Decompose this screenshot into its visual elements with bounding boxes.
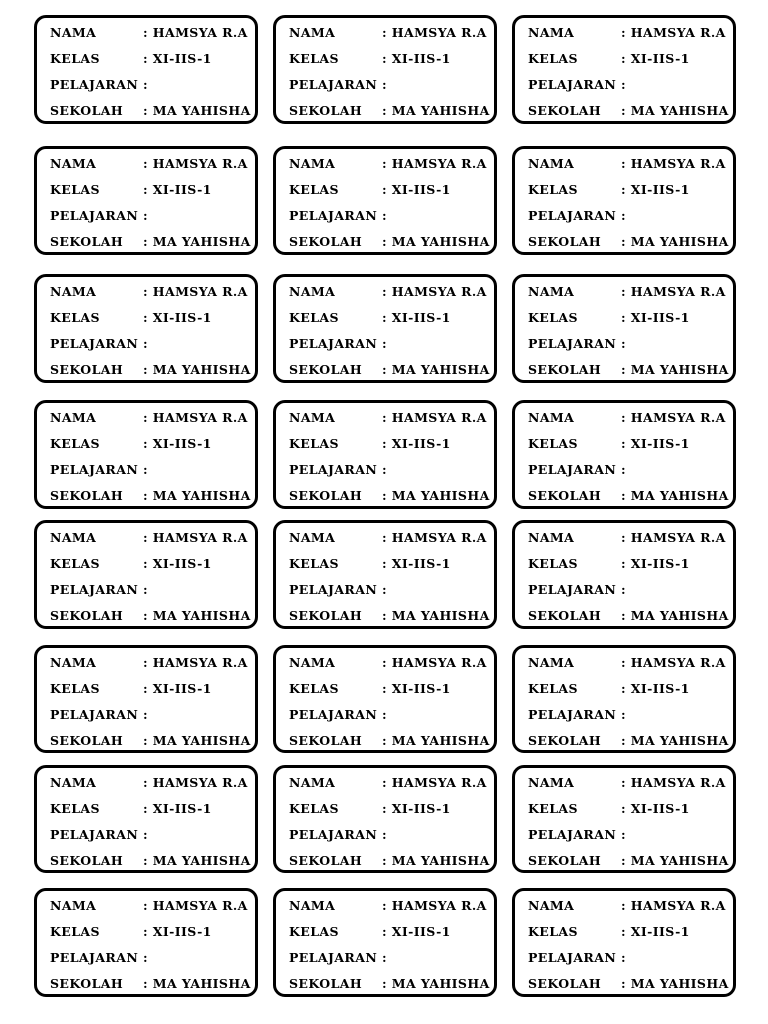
field-name: SEKOLAH (289, 488, 363, 503)
field-value: : (143, 707, 149, 722)
field-value: : MA YAHISHA (621, 103, 729, 118)
field-value: : (621, 462, 627, 477)
field-name: PELAJARAN (50, 582, 139, 597)
field-name: KELAS (528, 51, 578, 66)
field-value: : (143, 582, 149, 597)
field-name: SEKOLAH (528, 976, 602, 991)
field-name: PELAJARAN (528, 462, 617, 477)
field-value: : (382, 582, 388, 597)
field-name: KELAS (289, 182, 339, 197)
field-name: PELAJARAN (289, 827, 378, 842)
field-name: SEKOLAH (528, 853, 602, 868)
field-name: SEKOLAH (528, 608, 602, 623)
field-value: : XI-IIS-1 (382, 556, 451, 571)
name-label-card (273, 274, 497, 383)
field-name: KELAS (528, 924, 578, 939)
field-name: PELAJARAN (50, 707, 139, 722)
field-value: : MA YAHISHA (382, 362, 490, 377)
field-value: : MA YAHISHA (621, 234, 729, 249)
field-name: KELAS (289, 51, 339, 66)
field-value: : (621, 950, 627, 965)
field-value: : HAMSYA R.A (621, 25, 726, 40)
field-value: : (143, 827, 149, 842)
field-value: : (621, 827, 627, 842)
field-name: KELAS (528, 310, 578, 325)
field-name: NAMA (50, 530, 97, 545)
name-label-card (273, 765, 497, 873)
field-value: : HAMSYA R.A (382, 156, 487, 171)
field-value: : XI-IIS-1 (382, 924, 451, 939)
field-value: : HAMSYA R.A (382, 530, 487, 545)
field-name: SEKOLAH (289, 733, 363, 748)
field-name: NAMA (289, 655, 336, 670)
field-value: : HAMSYA R.A (382, 410, 487, 425)
field-name: NAMA (50, 775, 97, 790)
field-name: PELAJARAN (50, 827, 139, 842)
field-name: PELAJARAN (528, 336, 617, 351)
field-value: : HAMSYA R.A (621, 655, 726, 670)
name-label-card (273, 15, 497, 124)
field-value: : XI-IIS-1 (382, 182, 451, 197)
field-name: KELAS (50, 436, 100, 451)
field-value: : (621, 208, 627, 223)
field-value: : MA YAHISHA (621, 488, 729, 503)
field-value: : XI-IIS-1 (621, 801, 690, 816)
field-name: SEKOLAH (528, 733, 602, 748)
field-name: NAMA (528, 25, 575, 40)
field-value: : (143, 950, 149, 965)
field-value: : MA YAHISHA (143, 103, 251, 118)
field-value: : HAMSYA R.A (621, 410, 726, 425)
field-value: : XI-IIS-1 (621, 556, 690, 571)
name-label-card (34, 645, 258, 753)
field-name: NAMA (50, 156, 97, 171)
field-name: KELAS (289, 801, 339, 816)
field-name: NAMA (50, 898, 97, 913)
field-value: : (621, 336, 627, 351)
field-name: PELAJARAN (528, 582, 617, 597)
field-value: : MA YAHISHA (382, 103, 490, 118)
field-name: PELAJARAN (289, 208, 378, 223)
field-value: : HAMSYA R.A (143, 25, 248, 40)
field-name: SEKOLAH (50, 608, 124, 623)
name-label-card (34, 765, 258, 873)
field-value: : HAMSYA R.A (143, 898, 248, 913)
field-value: : MA YAHISHA (143, 488, 251, 503)
field-name: NAMA (528, 284, 575, 299)
name-label-card (512, 400, 736, 509)
field-value: : XI-IIS-1 (143, 801, 212, 816)
field-value: : XI-IIS-1 (621, 436, 690, 451)
field-name: NAMA (289, 898, 336, 913)
field-value: : (382, 950, 388, 965)
name-label-card (34, 274, 258, 383)
field-name: KELAS (50, 182, 100, 197)
field-name: SEKOLAH (50, 733, 124, 748)
field-value: : MA YAHISHA (143, 234, 251, 249)
field-value: : (382, 208, 388, 223)
field-value: : (621, 707, 627, 722)
field-name: NAMA (289, 156, 336, 171)
field-name: PELAJARAN (289, 707, 378, 722)
field-name: PELAJARAN (289, 582, 378, 597)
field-value: : XI-IIS-1 (143, 51, 212, 66)
field-value: : HAMSYA R.A (143, 284, 248, 299)
field-name: PELAJARAN (50, 950, 139, 965)
field-name: SEKOLAH (528, 488, 602, 503)
field-value: : XI-IIS-1 (382, 310, 451, 325)
name-label-card (512, 520, 736, 629)
field-name: KELAS (528, 681, 578, 696)
field-value: : HAMSYA R.A (621, 530, 726, 545)
field-value: : XI-IIS-1 (621, 310, 690, 325)
field-value: : HAMSYA R.A (621, 775, 726, 790)
name-label-card (512, 645, 736, 753)
field-value: : XI-IIS-1 (382, 51, 451, 66)
name-label-card (512, 146, 736, 255)
field-name: PELAJARAN (289, 462, 378, 477)
field-name: SEKOLAH (289, 234, 363, 249)
field-value: : (382, 462, 388, 477)
field-name: PELAJARAN (50, 462, 139, 477)
field-value: : XI-IIS-1 (143, 556, 212, 571)
name-label-card (34, 520, 258, 629)
field-value: : (382, 707, 388, 722)
field-name: SEKOLAH (289, 608, 363, 623)
field-value: : HAMSYA R.A (382, 655, 487, 670)
field-value: : MA YAHISHA (143, 853, 251, 868)
name-label-card (273, 888, 497, 997)
field-value: : MA YAHISHA (382, 733, 490, 748)
field-name: KELAS (289, 556, 339, 571)
field-name: PELAJARAN (50, 77, 139, 92)
field-value: : MA YAHISHA (143, 733, 251, 748)
name-label-card (34, 400, 258, 509)
field-name: KELAS (50, 924, 100, 939)
field-value: : MA YAHISHA (143, 362, 251, 377)
field-value: : XI-IIS-1 (143, 681, 212, 696)
field-value: : MA YAHISHA (382, 488, 490, 503)
field-value: : HAMSYA R.A (621, 898, 726, 913)
field-name: PELAJARAN (528, 208, 617, 223)
field-name: NAMA (528, 655, 575, 670)
name-label-card (512, 274, 736, 383)
field-name: PELAJARAN (528, 707, 617, 722)
field-name: KELAS (50, 556, 100, 571)
field-name: NAMA (289, 410, 336, 425)
field-value: : (621, 77, 627, 92)
field-name: NAMA (289, 284, 336, 299)
field-value: : (143, 336, 149, 351)
field-value: : MA YAHISHA (621, 608, 729, 623)
field-value: : XI-IIS-1 (382, 681, 451, 696)
name-label-card (273, 645, 497, 753)
name-label-card (34, 15, 258, 124)
field-value: : MA YAHISHA (382, 608, 490, 623)
field-name: KELAS (50, 51, 100, 66)
field-name: PELAJARAN (289, 77, 378, 92)
field-name: KELAS (50, 681, 100, 696)
field-name: NAMA (289, 775, 336, 790)
field-name: PELAJARAN (289, 336, 378, 351)
field-name: SEKOLAH (528, 234, 602, 249)
name-label-card (512, 15, 736, 124)
name-label-card (512, 765, 736, 873)
field-name: KELAS (50, 801, 100, 816)
field-value: : (143, 462, 149, 477)
field-value: : MA YAHISHA (621, 853, 729, 868)
field-value: : XI-IIS-1 (621, 681, 690, 696)
name-label-card (34, 888, 258, 997)
field-name: SEKOLAH (528, 103, 602, 118)
field-value: : HAMSYA R.A (382, 284, 487, 299)
field-value: : MA YAHISHA (621, 362, 729, 377)
field-value: : HAMSYA R.A (143, 156, 248, 171)
field-value: : (143, 77, 149, 92)
field-value: : MA YAHISHA (143, 976, 251, 991)
field-value: : (382, 77, 388, 92)
field-name: SEKOLAH (50, 234, 124, 249)
field-value: : XI-IIS-1 (143, 182, 212, 197)
field-name: NAMA (50, 655, 97, 670)
field-value: : XI-IIS-1 (143, 436, 212, 451)
field-name: KELAS (50, 310, 100, 325)
field-value: : HAMSYA R.A (621, 284, 726, 299)
name-label-card (512, 888, 736, 997)
field-name: KELAS (289, 310, 339, 325)
field-name: KELAS (528, 436, 578, 451)
field-name: PELAJARAN (528, 950, 617, 965)
field-name: PELAJARAN (528, 827, 617, 842)
field-value: : HAMSYA R.A (382, 898, 487, 913)
field-name: KELAS (528, 556, 578, 571)
field-name: KELAS (528, 182, 578, 197)
field-value: : MA YAHISHA (382, 234, 490, 249)
field-value: : MA YAHISHA (382, 976, 490, 991)
field-value: : XI-IIS-1 (382, 436, 451, 451)
field-value: : HAMSYA R.A (382, 25, 487, 40)
field-name: NAMA (50, 284, 97, 299)
name-label-card (273, 400, 497, 509)
field-value: : HAMSYA R.A (143, 655, 248, 670)
field-name: PELAJARAN (289, 950, 378, 965)
field-value: : (382, 827, 388, 842)
field-name: PELAJARAN (50, 208, 139, 223)
field-value: : XI-IIS-1 (143, 310, 212, 325)
field-name: NAMA (528, 530, 575, 545)
field-name: NAMA (528, 775, 575, 790)
field-name: NAMA (528, 156, 575, 171)
field-name: SEKOLAH (289, 362, 363, 377)
field-value: : MA YAHISHA (143, 608, 251, 623)
field-name: NAMA (289, 530, 336, 545)
field-name: SEKOLAH (528, 362, 602, 377)
field-value: : MA YAHISHA (621, 976, 729, 991)
field-value: : MA YAHISHA (382, 853, 490, 868)
field-value: : XI-IIS-1 (382, 801, 451, 816)
field-name: NAMA (289, 25, 336, 40)
field-name: NAMA (528, 410, 575, 425)
field-name: KELAS (289, 681, 339, 696)
field-name: SEKOLAH (50, 103, 124, 118)
field-name: SEKOLAH (289, 103, 363, 118)
field-value: : HAMSYA R.A (621, 156, 726, 171)
field-name: SEKOLAH (50, 488, 124, 503)
field-name: NAMA (50, 410, 97, 425)
field-value: : MA YAHISHA (621, 733, 729, 748)
field-value: : XI-IIS-1 (621, 182, 690, 197)
field-name: KELAS (289, 436, 339, 451)
field-value: : XI-IIS-1 (621, 924, 690, 939)
field-name: KELAS (289, 924, 339, 939)
field-name: SEKOLAH (50, 853, 124, 868)
field-value: : XI-IIS-1 (143, 924, 212, 939)
field-name: PELAJARAN (50, 336, 139, 351)
field-name: PELAJARAN (528, 77, 617, 92)
name-label-card (273, 146, 497, 255)
field-value: : HAMSYA R.A (143, 530, 248, 545)
field-value: : HAMSYA R.A (143, 775, 248, 790)
field-name: NAMA (50, 25, 97, 40)
field-value: : XI-IIS-1 (621, 51, 690, 66)
field-name: SEKOLAH (289, 853, 363, 868)
field-name: KELAS (528, 801, 578, 816)
field-name: NAMA (528, 898, 575, 913)
field-value: : (382, 336, 388, 351)
field-name: SEKOLAH (50, 362, 124, 377)
name-label-card (273, 520, 497, 629)
field-name: SEKOLAH (50, 976, 124, 991)
field-name: SEKOLAH (289, 976, 363, 991)
field-value: : HAMSYA R.A (143, 410, 248, 425)
name-label-card (34, 146, 258, 255)
field-value: : (143, 208, 149, 223)
field-value: : HAMSYA R.A (382, 775, 487, 790)
field-value: : (621, 582, 627, 597)
